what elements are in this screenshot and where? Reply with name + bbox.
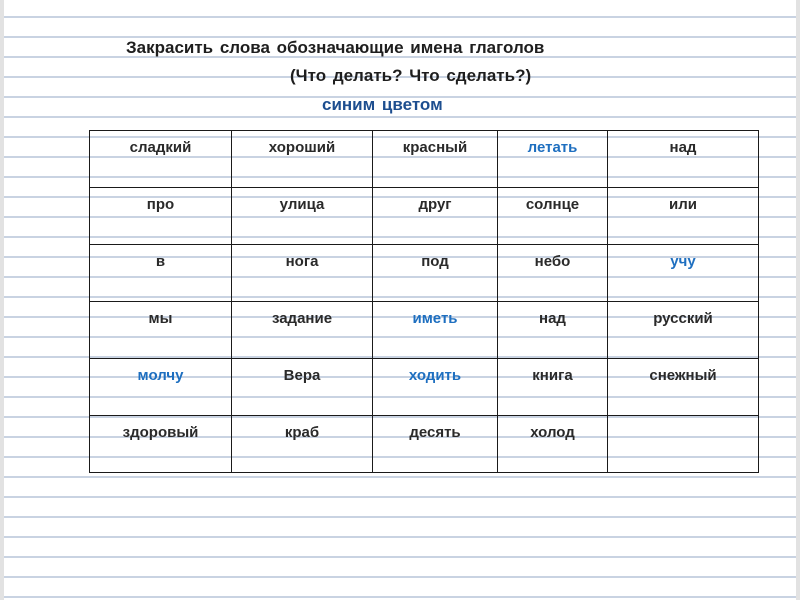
table-cell[interactable] xyxy=(498,188,608,245)
word: десять xyxy=(409,424,461,441)
word: солнце xyxy=(525,196,580,213)
table-row xyxy=(90,131,759,188)
table-cell[interactable] xyxy=(498,131,608,188)
table-row xyxy=(90,359,759,416)
table-cell[interactable] xyxy=(498,245,608,302)
table-cell[interactable] xyxy=(232,416,373,473)
table-row xyxy=(90,416,759,473)
table-cell[interactable] xyxy=(608,359,759,416)
word xyxy=(608,416,758,424)
table-cell[interactable] xyxy=(90,302,232,359)
word: книга xyxy=(532,367,573,384)
word: снежный xyxy=(649,367,717,384)
title-line-3: синим цветом xyxy=(322,95,443,114)
title-line-2: (Что делать? Что сделать?) xyxy=(290,66,532,85)
word: или xyxy=(669,196,697,213)
word: над xyxy=(669,139,697,156)
word: про xyxy=(146,196,175,213)
word: здоровый xyxy=(122,424,199,441)
table-cell[interactable] xyxy=(373,131,498,188)
word: небо xyxy=(534,253,571,270)
table-cell[interactable] xyxy=(90,188,232,245)
table-cell[interactable] xyxy=(232,245,373,302)
verb-word: летать xyxy=(527,139,578,156)
word: друг xyxy=(418,196,452,213)
table-cell[interactable] xyxy=(498,359,608,416)
table-row xyxy=(90,188,759,245)
word: мы xyxy=(148,310,173,327)
word-table-body xyxy=(90,131,759,473)
table-cell[interactable] xyxy=(90,131,232,188)
word: Вера xyxy=(283,367,321,384)
word: красный xyxy=(402,139,468,156)
table-cell[interactable] xyxy=(373,245,498,302)
table-cell[interactable] xyxy=(232,302,373,359)
word-table xyxy=(89,130,759,473)
table-cell[interactable] xyxy=(232,359,373,416)
word: холод xyxy=(530,424,575,441)
table-cell[interactable] xyxy=(373,416,498,473)
table-cell[interactable] xyxy=(373,359,498,416)
table-cell[interactable] xyxy=(608,131,759,188)
verb-word: молчу xyxy=(137,367,184,384)
word: сладкий xyxy=(129,139,192,156)
table-cell[interactable] xyxy=(90,359,232,416)
table-cell[interactable] xyxy=(498,302,608,359)
word: улица xyxy=(279,196,325,213)
verb-word: иметь xyxy=(412,310,458,327)
word: русский xyxy=(653,310,713,327)
table-cell[interactable] xyxy=(373,188,498,245)
word: в xyxy=(155,253,166,270)
table-cell[interactable] xyxy=(608,416,759,473)
table-cell[interactable] xyxy=(90,245,232,302)
word: задание xyxy=(271,310,333,327)
table-cell[interactable] xyxy=(498,416,608,473)
word: под xyxy=(421,253,449,270)
word: краб xyxy=(284,424,320,441)
table-cell[interactable] xyxy=(90,416,232,473)
verb-word: ходить xyxy=(408,367,462,384)
word: над xyxy=(539,310,566,327)
table-cell[interactable] xyxy=(232,131,373,188)
table-cell[interactable] xyxy=(608,302,759,359)
word: нога xyxy=(285,253,319,270)
word: хороший xyxy=(268,139,336,156)
table-row xyxy=(90,245,759,302)
table-row xyxy=(90,302,759,359)
title-line-1: Закрасить слова обозначающие имена глаголов xyxy=(126,38,545,57)
verb-word: учу xyxy=(670,253,696,270)
table-cell[interactable] xyxy=(608,188,759,245)
table-cell[interactable] xyxy=(608,245,759,302)
table-cell[interactable] xyxy=(232,188,373,245)
table-cell[interactable] xyxy=(373,302,498,359)
